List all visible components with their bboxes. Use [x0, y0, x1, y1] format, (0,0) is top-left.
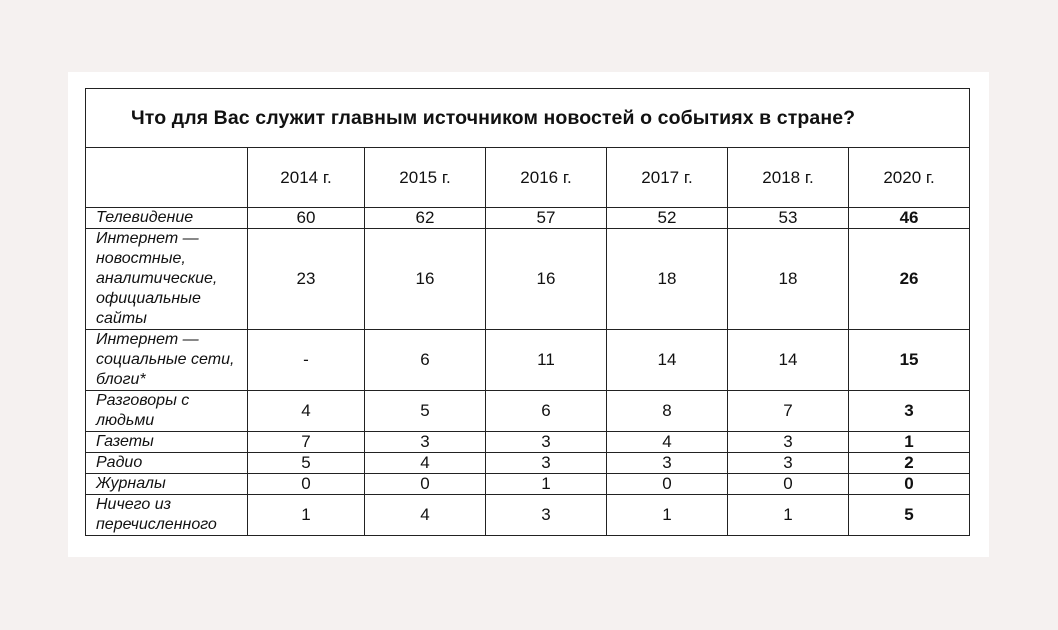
- survey-table: [85, 88, 970, 536]
- table-cell: 53: [728, 208, 849, 229]
- table-cell: 6: [486, 391, 607, 432]
- table-cell: 11: [486, 330, 607, 391]
- table-cell: 14: [728, 330, 849, 391]
- table-cell: 3: [728, 432, 849, 453]
- table-cell: 4: [248, 391, 365, 432]
- table-cell: 3: [486, 495, 607, 536]
- table-cell: 4: [365, 495, 486, 536]
- row-label: Ничего из перечисленного: [86, 495, 248, 536]
- column-header: 2014 г.: [248, 148, 365, 208]
- table-cell: 8: [607, 391, 728, 432]
- table-cell: 18: [607, 229, 728, 330]
- table-row: [86, 229, 970, 330]
- table-title: Что для Вас служит главным источником новостей о событиях в стране?: [86, 89, 970, 148]
- table-cell: 60: [248, 208, 365, 229]
- table-cell: 7: [728, 391, 849, 432]
- table-cell: 52: [607, 208, 728, 229]
- table-row: [86, 208, 970, 229]
- table-cell-highlight: 3: [849, 391, 970, 432]
- table-cell-highlight: 26: [849, 229, 970, 330]
- table-cell: 3: [365, 432, 486, 453]
- column-header: 2018 г.: [728, 148, 849, 208]
- row-label: Газеты: [86, 432, 248, 453]
- table-cell: 0: [248, 474, 365, 495]
- table-cell: 14: [607, 330, 728, 391]
- table-cell-highlight: 15: [849, 330, 970, 391]
- column-header: 2017 г.: [607, 148, 728, 208]
- row-label: Разговоры с людьми: [86, 391, 248, 432]
- table-cell: 1: [248, 495, 365, 536]
- table-cell: 5: [248, 453, 365, 474]
- table-cell: 1: [486, 474, 607, 495]
- year-header-row: [86, 148, 970, 208]
- table-cell: 3: [728, 453, 849, 474]
- table-cell: 16: [486, 229, 607, 330]
- column-header: 2016 г.: [486, 148, 607, 208]
- column-header: 2020 г.: [849, 148, 970, 208]
- row-label: Радио: [86, 453, 248, 474]
- row-label: Интернет — социальные сети, блоги*: [86, 330, 248, 391]
- table-row: [86, 330, 970, 391]
- table-cell: 1: [728, 495, 849, 536]
- table-cell-highlight: 5: [849, 495, 970, 536]
- table-cell: 0: [607, 474, 728, 495]
- row-label: Телевидение: [86, 208, 248, 229]
- table-cell: 3: [607, 453, 728, 474]
- table-cell: 5: [365, 391, 486, 432]
- empty-corner-cell: [86, 148, 248, 208]
- table-cell: 0: [365, 474, 486, 495]
- table-cell: 6: [365, 330, 486, 391]
- table-cell-highlight: 1: [849, 432, 970, 453]
- table-cell: 62: [365, 208, 486, 229]
- table-cell: -: [248, 330, 365, 391]
- table-card: [68, 72, 989, 557]
- table-cell: 4: [365, 453, 486, 474]
- table-cell: 0: [728, 474, 849, 495]
- table-cell-highlight: 2: [849, 453, 970, 474]
- table-cell: 7: [248, 432, 365, 453]
- table-cell: 3: [486, 453, 607, 474]
- table-cell: 18: [728, 229, 849, 330]
- table-cell-highlight: 46: [849, 208, 970, 229]
- table-row: [86, 432, 970, 453]
- row-label: Интернет — новостные, аналитические, официальные сайты: [86, 229, 248, 330]
- table-cell: 57: [486, 208, 607, 229]
- table-cell: 4: [607, 432, 728, 453]
- column-header: 2015 г.: [365, 148, 486, 208]
- row-label: Журналы: [86, 474, 248, 495]
- table-row: [86, 453, 970, 474]
- table-cell: 23: [248, 229, 365, 330]
- table-cell: 1: [607, 495, 728, 536]
- table-body: [86, 208, 970, 536]
- table-row: [86, 474, 970, 495]
- table-cell-highlight: 0: [849, 474, 970, 495]
- table-cell: 16: [365, 229, 486, 330]
- table-row: [86, 391, 970, 432]
- table-row: [86, 495, 970, 536]
- table-cell: 3: [486, 432, 607, 453]
